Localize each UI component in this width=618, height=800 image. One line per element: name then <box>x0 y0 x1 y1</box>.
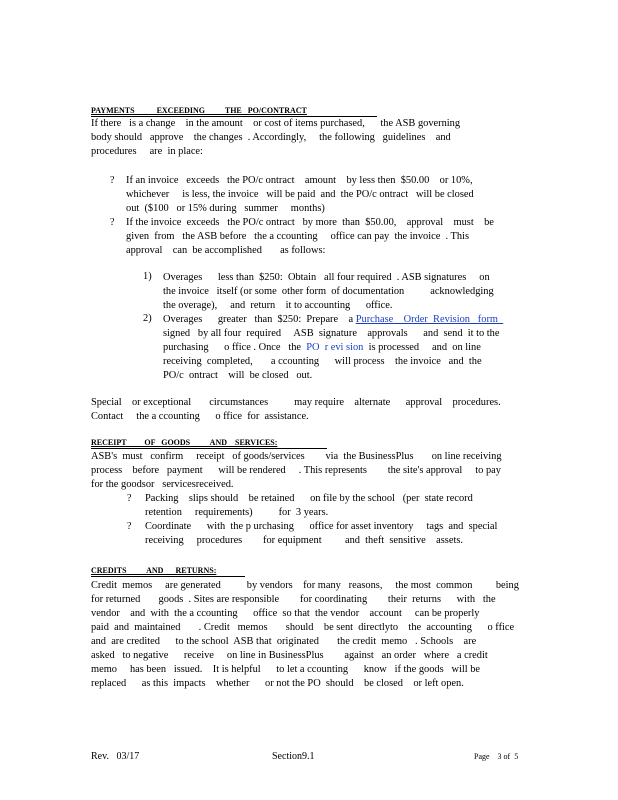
paragraph-line: Special or exceptional circumstances may require alternate approval procedures. <box>91 397 501 408</box>
list-item-line: retention requirements) for 3 years. <box>145 507 329 518</box>
list-item-text: purchasing o ffice . Once the <box>163 342 307 353</box>
paragraph-line: procedures are in place: <box>91 146 203 157</box>
paragraph-line: memo has been issued. It is helpful to let a ccounting know if the goods will be <box>91 664 481 675</box>
paragraph-line: body should approve the changes . Accordingly, the following guidelines and <box>91 132 451 143</box>
list-item-line: approval can be accomplished as follows: <box>126 245 326 256</box>
paragraph-line: and are credited to the school ASB that originated the credit memo . Schools are <box>91 636 477 647</box>
paragraph-line: paid and maintained . Credit memos should be sent directlyto the accounting o ffice <box>91 622 515 633</box>
list-item-line <box>163 341 481 355</box>
list-item-line: Overages less than $250: Obtain all four required . ASB signatures on <box>163 272 490 283</box>
question-mark-bullet-icon: ? <box>110 217 115 228</box>
paragraph-line: ASB's must confirm receipt of goods/services via the BusinessPlus on line receiving <box>91 451 502 462</box>
list-item-line: If an invoice exceeds the PO/c ontract amount by less then $50.00 or 10%, <box>126 175 473 186</box>
footer-section: Section9.1 <box>272 751 315 762</box>
footer-page-number: Page 3 of 5 <box>474 752 519 761</box>
section-heading-receipt: RECEIPT OF GOODS AND SERVICES: <box>91 438 278 447</box>
paragraph-line: replaced as this impacts whether or not the PO should be closed or left open. <box>91 678 464 689</box>
list-item-line: the invoice itself (or some other form of documentation acknowledging <box>163 286 494 297</box>
list-item-line: signed by all four required ASB signature approvals and send it to the <box>163 328 500 339</box>
heading-rule <box>91 576 245 577</box>
list-item-line: If the invoice exceeds the PO/c ontract by more than $50.00, approval must be <box>126 217 494 228</box>
list-item-line: whichever is less, the invoice will be paid and the PO/c ontract will be closed <box>126 189 474 200</box>
question-mark-bullet-icon: ? <box>127 493 132 504</box>
list-item-line: receiving completed, a ccounting will process the invoice and the <box>163 356 482 367</box>
paragraph-line: vendor and with the a ccounting office so that the vendor account can be properly <box>91 608 480 619</box>
paragraph-line: for returned goods . Sites are responsible for coordinating their returns with the <box>91 594 496 605</box>
footer-revision: Rev. 03/17 <box>91 751 140 762</box>
paragraph-line: for the goodsor servicesreceived. <box>91 479 234 490</box>
list-item-line: PO/c ontract will be closed out. <box>163 370 313 381</box>
question-mark-bullet-icon: ? <box>127 521 132 532</box>
paragraph-line: If there is a change in the amount or cost of items purchased, the ASB governing <box>91 118 461 129</box>
heading-rule <box>91 448 327 449</box>
list-number: 2) <box>143 313 152 324</box>
section-heading-credits: CREDITS AND RETURNS: <box>91 566 217 575</box>
question-mark-bullet-icon: ? <box>110 175 115 186</box>
list-item-line: out ($100 or 15% during summer months) <box>126 203 325 214</box>
paragraph-line: Contact the a ccounting o ffice for assistance. <box>91 411 309 422</box>
section-heading-payments: PAYMENTS EXCEEDING THE PO/CONTRACT <box>91 106 307 115</box>
list-item-line <box>163 313 503 327</box>
list-item-line: Packing slips should be retained on file by the school (per state record <box>145 493 473 504</box>
po-revision-text: PO r evi sion <box>306 342 364 353</box>
paragraph-line: Credit memos are generated by vendors for many reasons, the most common being <box>91 580 519 591</box>
list-item-text: is processed and on line <box>363 342 481 353</box>
paragraph-line: asked to negative receive on line in BusinessPlus against an order where a credit <box>91 650 488 661</box>
list-item-line: the overage), and return it to accounting office. <box>163 300 393 311</box>
list-item-text: Overages greater than $250: Prepare a <box>163 314 356 325</box>
list-item-line: given from the ASB before the a ccounting office can pay the invoice . This <box>126 231 469 242</box>
paragraph-line: process before payment will be rendered . This represents the site's approval to pay <box>91 465 501 476</box>
list-number: 1) <box>143 271 152 282</box>
list-item-line: Coordinate with the p urchasing office for asset inventory tags and special <box>145 521 498 532</box>
list-item-line: receiving procedures for equipment and theft sensitive assets. <box>145 535 463 546</box>
purchase-order-revision-form-link[interactable]: Purchase Order Revision form <box>355 314 504 325</box>
